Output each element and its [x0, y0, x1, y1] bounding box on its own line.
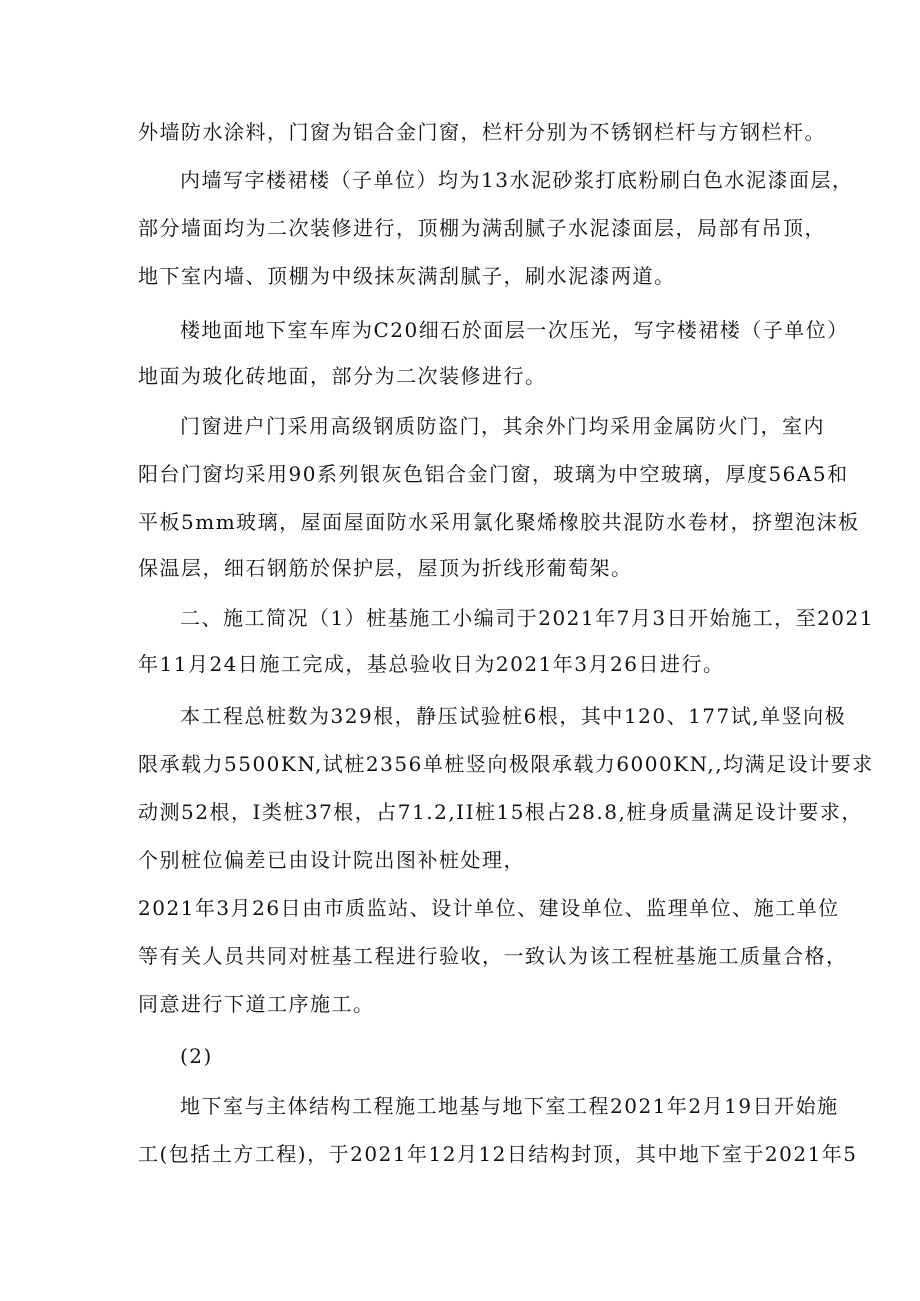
text-line: 平板5mm玻璃，屋面屋面防水采用氯化聚烯橡胶共混防水卷材，挤塑泡沫板 — [138, 510, 860, 534]
text-line: 动测52根，I类桩37根，占71.2,II桩15根占28.8,桩身质量满足设计要求， — [138, 800, 863, 824]
text-line: 限承载力5500KN,试桩2356单桩竖向极限承载力6000KN,,均满足设计要求 — [138, 752, 874, 776]
text-line: 个别桩位偏差已由设计院出图补桩处理， — [138, 848, 525, 872]
text-line: 年11月24日施工完成，基总验收日为2021年3月26日进行。 — [138, 652, 725, 676]
text-line: 楼地面地下室车库为C20细石於面层一次压光，写字楼裙楼（子单位） — [180, 318, 849, 342]
text-line: 地下室内墙、顶棚为中级抹灰满刮腻子，刷水泥漆两道。 — [138, 264, 676, 288]
text-line: 2021年3月26日由市质监站、设计单位、建设单位、监理单位、施工单位 — [138, 896, 840, 920]
text-line: 同意进行下道工序施工。 — [138, 992, 375, 1016]
text-line: 二、施工简况（1）桩基施工小编司于2021年7月3日开始施工，至2021 — [180, 606, 874, 630]
text-line: 门窗进户门采用高级钢质防盗门，其余外门均采用金属防火门，室内 — [180, 414, 825, 438]
text-line: 外墙防水涂料，门窗为铝合金门窗，栏杆分别为不锈钢栏杆与方钢栏杆。 — [138, 120, 826, 144]
text-line: 保温层，细石钢筋於保护层，屋顶为折线形葡萄架。 — [138, 556, 633, 580]
text-line: 工(包括土方工程)，于2021年12月12日结构封顶，其中地下室于2021年5 — [138, 1142, 858, 1166]
text-line: 部分墙面均为二次装修进行，顶棚为满刮腻子水泥漆面层，局部有吊顶， — [138, 216, 826, 240]
text-line: 内墙写字楼裙楼（子单位）均为13水泥砂浆打底粉刷白色水泥漆面层， — [180, 168, 854, 192]
text-line: (2) — [180, 1044, 213, 1068]
text-line: 地下室与主体结构工程施工地基与地下室工程2021年2月19日开始施 — [180, 1094, 839, 1118]
text-line: 本工程总桩数为329根，静压试验桩6根，其中120、177试,单竖向极 — [180, 704, 847, 728]
text-line: 等有关人员共同对桩基工程进行验收，一致认为该工程桩基施工质量合格， — [138, 944, 848, 968]
text-line: 阳台门窗均采用90系列银灰色铝合金门窗，玻璃为中空玻璃，厚度56A5和 — [138, 462, 849, 486]
text-line: 地面为玻化砖地面，部分为二次装修进行。 — [138, 364, 547, 388]
